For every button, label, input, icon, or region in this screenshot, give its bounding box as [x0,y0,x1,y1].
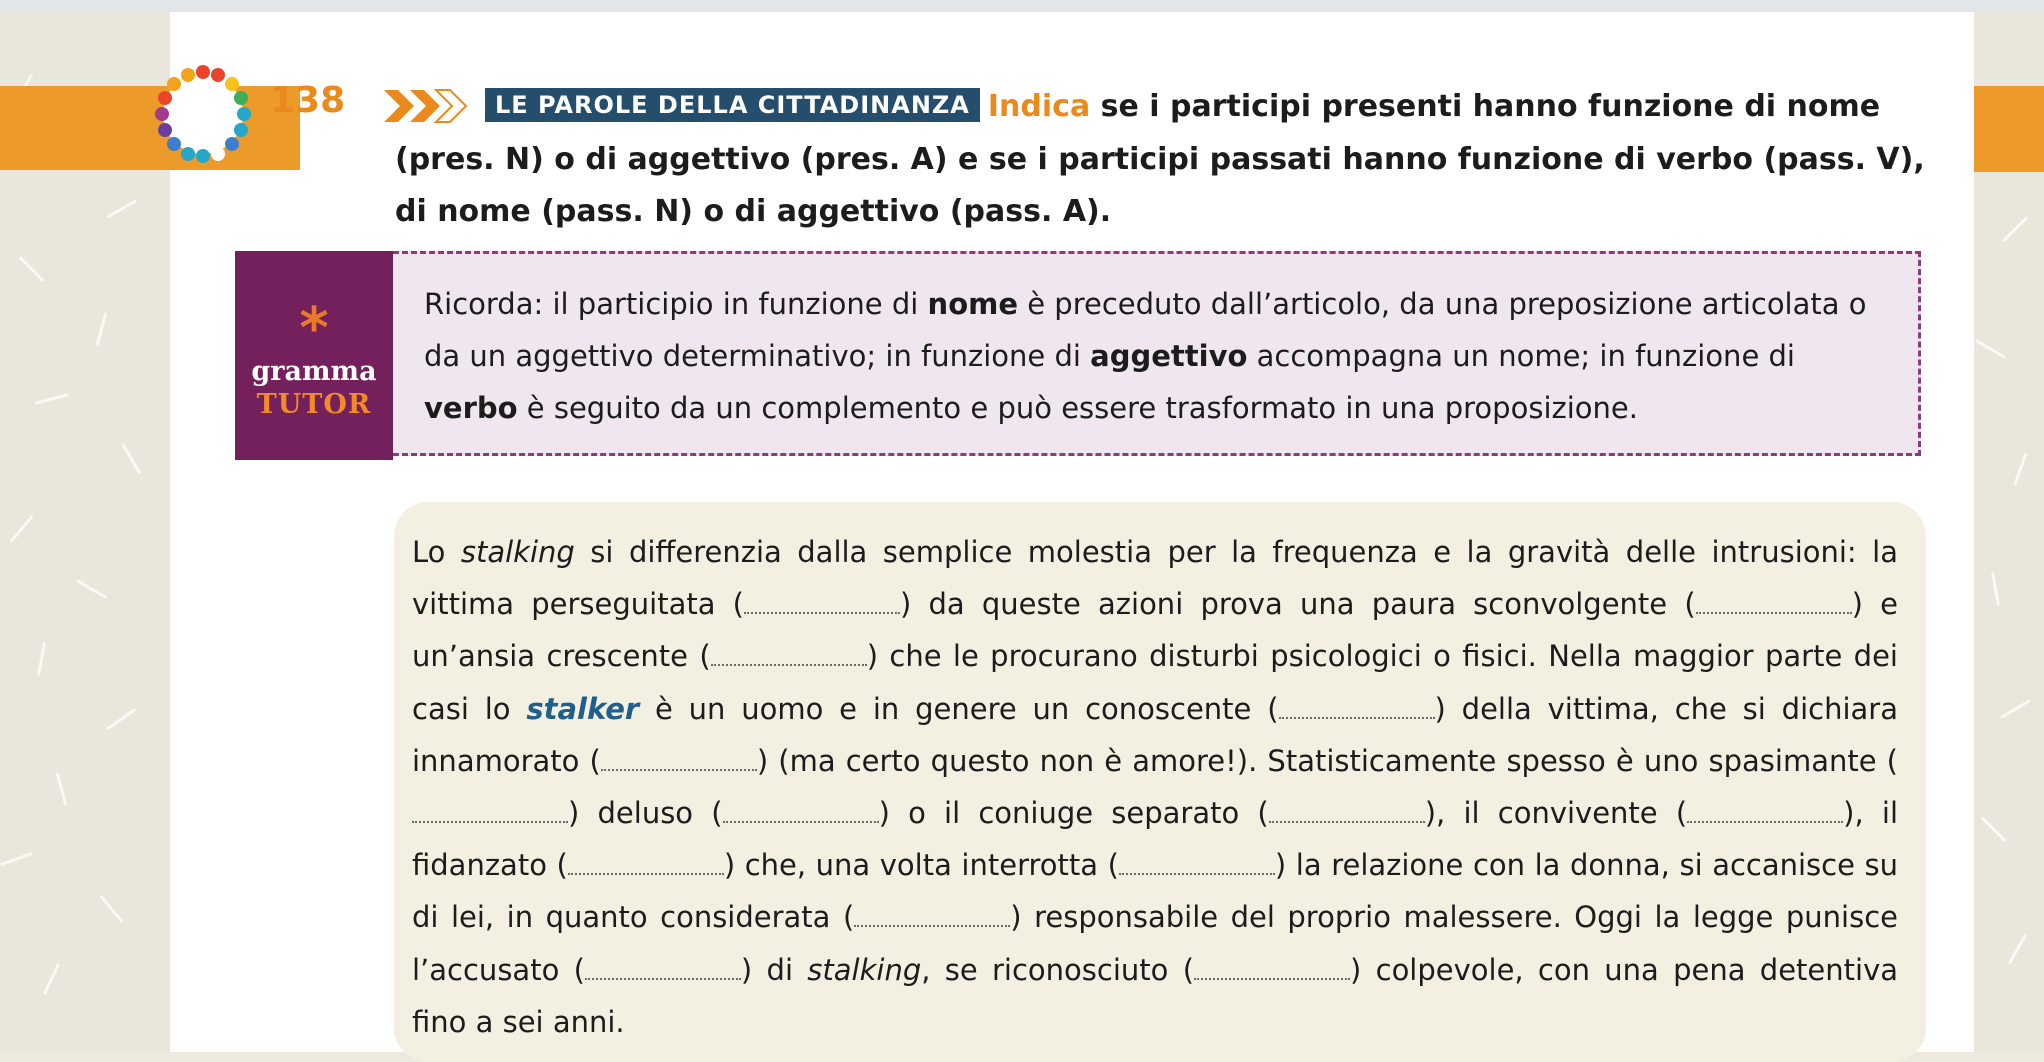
tutor-gramma-label: gramma [251,356,377,387]
answer-blank[interactable] [601,745,757,771]
answer-blank[interactable] [711,640,867,666]
answer-blank[interactable] [568,849,724,875]
passage-text: ) (ma certo questo non è amore!). Statisticamente spesso è uno spasimante ( [756,743,1898,778]
tutor-bold-aggettivo: aggettivo [1090,339,1248,373]
tutor-note-text [424,278,1894,434]
answer-blank[interactable] [1279,693,1435,719]
passage-italic: stalking [807,952,922,987]
tutor-text-part: accompagna un nome; in funzione di [1247,339,1795,373]
asterisk-icon: * [299,296,329,361]
answer-blank[interactable] [1696,588,1852,614]
answer-blank[interactable] [585,954,741,980]
tutor-tutor-label: TUTOR [256,389,372,420]
answer-blank[interactable] [412,797,568,823]
top-strip [0,0,2044,12]
reading-passage [412,526,1898,1048]
passage-text: è un uomo e in genere un conoscente ( [639,691,1279,726]
answer-blank[interactable] [723,797,879,823]
exercise-band-right [1974,86,2044,172]
passage-text: ) colpevole, con una pena detentiva fino a sei anni. [412,952,1899,1039]
passage-text: ) o il coniuge separato ( [878,796,1269,831]
instruction-text: se i participi presenti hanno funzione di nome (pres. N) o di aggettivo (pres. A) e se i participi passati hanno funzione di verbo (pass. V), di nome (pass. N) o di aggettivo (pass. A). [395,89,1925,229]
tutor-text-part: Ricorda: il participio in funzione di [424,287,928,321]
answer-blank[interactable] [1119,849,1275,875]
answer-blank[interactable] [744,588,900,614]
tutor-bold-verbo: verbo [424,391,518,425]
passage-text: ) e un’ansia crescente ( [412,587,1899,674]
instruction-verb: Indica [987,89,1091,124]
exercise-number: 138 [270,80,346,121]
passage-text: , se riconosciuto ( [921,952,1195,987]
passage-text: Lo [412,535,461,569]
passage-text: ) della vittima, che si dichiara innamorato ( [412,691,1898,778]
answer-blank[interactable] [1269,797,1425,823]
passage-text: ) da queste azioni prova una paura sconvolgente ( [900,587,1696,622]
passage-text: ) di [740,952,808,987]
answer-blank[interactable] [1687,797,1843,823]
tutor-text-part: è seguito da un complemento e può essere trasformato in una proposizione. [517,391,1638,425]
answer-blank[interactable] [1194,954,1350,980]
gramma-tutor-tab [235,251,393,460]
passage-text: ), il fidanzato ( [412,796,1898,883]
topic-label: LE PAROLE DELLA CITTADINANZA [485,88,980,122]
passage-text: ) deluso ( [568,796,723,831]
passage-text: ) la relazione con la donna, si accanisce su di lei, in quanto considerata ( [412,848,1899,935]
tutor-bold-nome: nome [927,287,1019,321]
passage-text: ) che le procurano disturbi psicologici o fisici. Nella maggior parte dei casi lo [412,639,1898,726]
stalker-keyword[interactable]: stalker [526,691,640,726]
passage-text: ), il convivente ( [1424,796,1688,831]
passage-italic: stalking [460,535,575,569]
answer-blank[interactable] [854,901,1010,927]
passage-text: si differenzia dalla semplice molestia per la frequenza e la gravità delle intrusioni: la vittima perseguitata ( [412,535,1899,622]
exercise-instruction [395,81,1935,238]
citizenship-ring-icon [140,50,266,174]
passage-text: ) responsabile del proprio malessere. Oggi la legge punisce l’accusato ( [412,900,1898,987]
passage-text: ) che, una volta interrotta ( [723,848,1119,883]
tutor-text-part: è preceduto dall’articolo, da una preposizione articolata o da un aggettivo determinativo; in funzione di [424,287,1867,373]
